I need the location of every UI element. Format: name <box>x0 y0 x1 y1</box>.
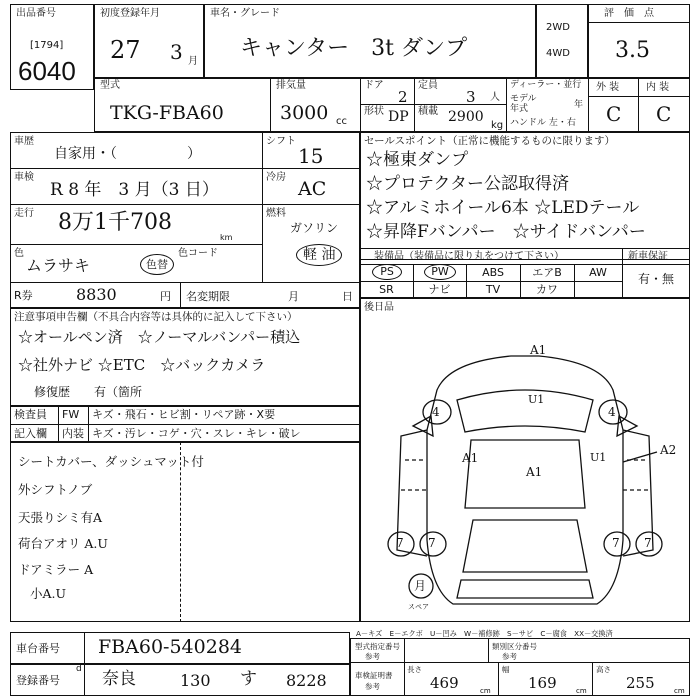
car-windshield <box>457 390 593 432</box>
cert-v1 <box>404 638 405 696</box>
interior-label: 内 装 <box>646 82 670 93</box>
door-label: ドア <box>364 80 384 91</box>
equip-sr: SR <box>379 283 394 296</box>
history-label: 車歴 <box>14 136 34 147</box>
shape-value: DP <box>388 109 409 125</box>
name-change-day: 日 <box>342 290 353 303</box>
car-body-outline <box>427 356 623 604</box>
mark-u1-hood: U1 <box>528 393 545 406</box>
cert-label: 型式指定番号 <box>355 642 400 651</box>
car-name-value: キャンター 3t ダンプ <box>240 36 468 61</box>
width-unit: cm <box>576 687 587 695</box>
spec-divider-2 <box>360 78 361 132</box>
length-label: 長さ <box>407 665 422 674</box>
lot-number: 6040 <box>18 56 76 86</box>
load-unit: kg <box>491 120 504 131</box>
inspection-label: 車検 <box>14 172 34 183</box>
name-change-label: 名変期限 <box>186 290 230 303</box>
cert-mid <box>350 662 690 663</box>
reg-kana: す <box>240 669 257 689</box>
load-label: 積載 <box>418 106 438 117</box>
spec-divider-3 <box>414 78 415 132</box>
first-reg-month-unit: 月 <box>188 56 198 67</box>
reg-class: 130 <box>180 671 211 690</box>
reg-label: 登録番号 <box>16 674 60 687</box>
sales-item-1: ☆極東ダンプ <box>366 150 469 170</box>
drive-box <box>536 4 588 78</box>
insp-mid <box>10 424 360 425</box>
fuel-value: 軽 油 <box>296 244 342 266</box>
color-value: ムラサキ <box>26 256 91 275</box>
hand-line-5: ドアミラー A <box>18 562 94 577</box>
spec-divider-5 <box>588 78 589 132</box>
car-roof <box>465 440 585 508</box>
model-year-label: モデル <box>510 94 537 104</box>
recycle-value: 8830 <box>76 285 117 304</box>
model-label: 型式 <box>100 80 120 91</box>
height-unit: cm <box>674 687 685 695</box>
new-car-label: 新車保証 <box>628 251 668 262</box>
color-changed: 色替 <box>140 254 174 275</box>
car-door-lines <box>401 460 649 490</box>
color-code-label: 色コード <box>178 248 218 259</box>
equip-aw: AW <box>589 266 607 279</box>
dims-label-2: 参考 <box>365 682 380 691</box>
sales-item-3: ☆アルミホイール6本 ☆LEDテール <box>366 198 640 218</box>
spec-divider-4 <box>506 78 507 132</box>
capacity-value: 3 <box>466 88 476 106</box>
mark-a1-front: A1 <box>530 343 547 357</box>
capacity-unit: 人 <box>490 92 500 103</box>
door-value: 2 <box>398 88 408 106</box>
mark-wheel-rl-outer: 7 <box>396 536 404 550</box>
model-year-label2: 年式 <box>510 104 529 114</box>
shift-value: 15 <box>298 144 324 168</box>
reg-number: 8228 <box>286 671 327 690</box>
drive-2wd: 2WD <box>546 22 570 33</box>
handle-label: ハンドル 左・右 <box>510 118 576 128</box>
fuel-option: ガソリン <box>290 221 339 235</box>
lot-code: [1794] <box>30 40 64 51</box>
width-value: 169 <box>528 674 557 692</box>
inspection-value: R 8 年 3 月（3 日） <box>50 180 219 200</box>
vehicle-diagram <box>361 340 689 622</box>
dims-label: 車検証明書 <box>355 671 393 680</box>
mileage-value: 8万1千708 <box>58 210 172 235</box>
chassis-value: FBA60-540284 <box>98 636 242 658</box>
height-value: 255 <box>626 674 655 692</box>
drive-4wd: 4WD <box>546 48 570 59</box>
model-value: TKG-FBA60 <box>110 102 224 124</box>
equip-abs: ABS <box>482 266 504 279</box>
first-reg-label: 初度登録年月 <box>100 8 160 19</box>
shift-label: シフト <box>266 136 296 147</box>
delivery-label: 後日品 <box>364 302 394 313</box>
repair-label: 修復歴 有（箇所 <box>34 385 143 399</box>
car-rear-window <box>463 520 587 572</box>
hist-line-3 <box>10 244 262 245</box>
insp-v2 <box>88 406 89 442</box>
score-label: 評 価 点 <box>604 8 654 19</box>
recycle-divider <box>180 282 181 308</box>
displacement-unit: cc <box>336 116 347 127</box>
history-value: 自家用・（ ） <box>54 146 201 162</box>
inspector-label-1: 検査員 <box>14 408 47 421</box>
mark-a1-left: A1 <box>462 451 479 465</box>
fw-label: FW <box>62 408 80 421</box>
hand-line-1: シートカバー、ダッシュマット付 <box>18 454 204 469</box>
year-unit: 年 <box>574 100 584 110</box>
score-divider <box>588 22 690 23</box>
name-change-month: 月 <box>288 290 299 303</box>
length-value: 469 <box>430 674 459 692</box>
first-reg-month: 3 <box>170 40 183 64</box>
mark-wheel-rl-inner: 7 <box>428 536 436 550</box>
displacement-value: 3000 <box>280 102 329 124</box>
spec-mid-line <box>360 104 506 105</box>
color-label: 色 <box>14 248 24 259</box>
fw-text: キズ・飛石・ヒビ割・リペア跡・X要 <box>92 408 276 421</box>
sales-item-2: ☆プロテクター公認取得済 <box>366 174 569 194</box>
mark-a2-right: A2 <box>660 443 677 457</box>
shape-label: 形状 <box>364 106 384 117</box>
class-label-2: 参考 <box>502 652 517 661</box>
equip-leather: カワ <box>536 283 558 296</box>
spare-label: スペア <box>408 603 429 611</box>
notes-line-1: ☆オールペン済 ☆ノーマルバンパー積込 <box>18 328 301 346</box>
equip-navi: ナビ <box>428 283 451 296</box>
equip-airbag: エアB <box>532 266 562 279</box>
grade-mid <box>638 78 639 132</box>
hand-line-2: 外シフトノブ <box>18 482 93 497</box>
cert-v2 <box>488 638 489 662</box>
mark-a1-roof: A1 <box>526 465 543 479</box>
mark-wheel-rr-outer: 7 <box>644 536 652 550</box>
exterior-grade: C <box>606 102 622 126</box>
hist-line-4 <box>10 282 360 283</box>
recycle-label: R券 <box>14 289 33 302</box>
cert-v3 <box>498 662 499 696</box>
mark-spare: 月 <box>414 579 427 593</box>
hist-divider <box>262 132 263 282</box>
notes-heading: 注意事項申告欄（不具合内容等は具体的に記入して下さい） <box>14 311 298 323</box>
recycle-unit: 円 <box>160 290 171 303</box>
ac-value: AC <box>298 178 327 200</box>
dealer-label: ディーラー・並行 <box>510 80 582 90</box>
mark-wheel-fr: 4 <box>608 405 616 419</box>
cert-v4 <box>592 662 593 696</box>
sales-item-4: ☆昇降Fバンパー ☆サイドバンパー <box>366 222 646 242</box>
notes-line-2: ☆社外ナビ ☆ETC ☆バックカメラ <box>18 356 266 374</box>
spec-divider-1 <box>270 78 271 132</box>
int-text: キズ・汚レ・コゲ・穴・スレ・キレ・破レ <box>92 427 301 440</box>
hand-line-6: 小A.U <box>30 586 67 601</box>
car-name-label: 車名・グレード <box>210 8 280 19</box>
width-label: 幅 <box>502 665 510 674</box>
sales-heading: セールスポイント（正常に機能するものに限ります） <box>364 135 616 147</box>
car-trunk <box>457 580 593 598</box>
a2-leader <box>623 452 657 462</box>
mark-wheel-rr-inner: 7 <box>612 536 620 550</box>
int-label: 内装 <box>62 427 84 440</box>
lot-label: 出品番号 <box>16 8 56 19</box>
interior-grade: C <box>656 102 672 126</box>
mark-u1-right: U1 <box>590 451 607 464</box>
reg-region: 奈良 <box>102 669 136 689</box>
equip-pw: PW <box>424 264 456 280</box>
mark-wheel-fl: 4 <box>432 405 440 419</box>
equip-tv: TV <box>485 283 501 296</box>
legend-text: A－キズ E－エクボ U－凹み W－補修跡 S－サビ C－腐食 XX－交換済 <box>356 629 613 638</box>
insp-v1 <box>58 406 59 442</box>
capacity-label: 定員 <box>418 80 438 91</box>
equip-ps: PS <box>372 264 402 280</box>
mileage-label: 走行 <box>14 208 34 219</box>
new-car-value: 有・無 <box>638 272 675 286</box>
first-reg-year: 27 <box>110 36 141 64</box>
length-unit: cm <box>480 687 491 695</box>
load-value: 2900 <box>448 109 484 125</box>
equip-v4 <box>622 248 623 298</box>
inspector-label-2: 記入欄 <box>14 427 47 440</box>
height-label: 高さ <box>596 665 611 674</box>
reg-superscript: d <box>76 664 82 674</box>
fuel-label: 燃料 <box>266 208 286 219</box>
hand-line-4: 荷台アオリ A.U <box>18 536 108 551</box>
ac-label: 冷房 <box>266 172 286 183</box>
class-label: 類別区分番号 <box>492 642 537 651</box>
mileage-unit: km <box>220 233 233 242</box>
chassis-label: 車台番号 <box>16 642 60 655</box>
hist-line-1 <box>10 168 360 169</box>
score-value: 3.5 <box>615 38 650 63</box>
grade-divider <box>588 96 690 97</box>
hist-line-2 <box>10 204 360 205</box>
displacement-label: 排気量 <box>276 80 306 91</box>
equipment-heading: 装備品（装備品に限り丸をつけて下さい） <box>374 251 564 262</box>
hand-line-3: 天張りシミ有A <box>18 510 103 525</box>
cert-label-2: 参考 <box>365 652 380 661</box>
exterior-label: 外 装 <box>596 82 620 93</box>
